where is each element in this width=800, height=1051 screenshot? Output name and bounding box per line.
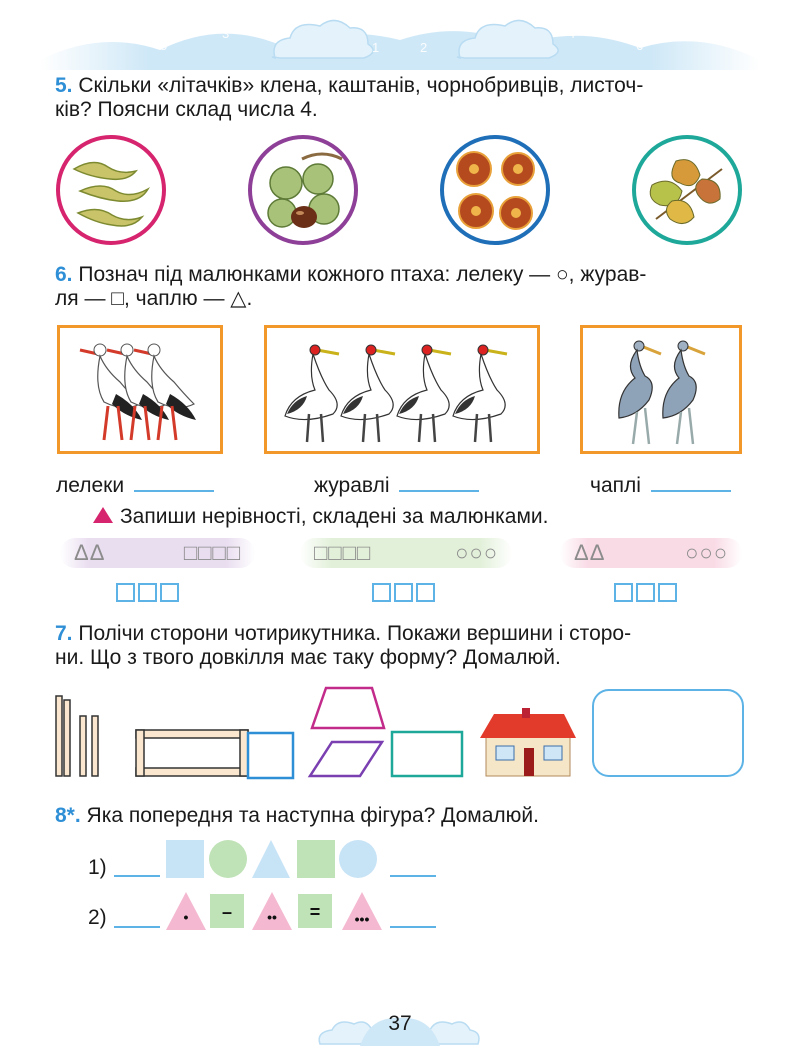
chestnuts-icon: [252, 139, 354, 241]
banner-number: 1: [372, 40, 380, 55]
oak-leaves-icon: [636, 139, 738, 241]
row1-previous-blank[interactable]: [114, 845, 160, 877]
banner-number: 4: [568, 26, 576, 41]
herons-picture: [580, 325, 742, 454]
row2-next-blank[interactable]: [390, 896, 436, 928]
crane-icon: [267, 328, 537, 451]
pill-left: □□□□: [314, 540, 372, 565]
storks-picture: [57, 325, 223, 454]
pill-right: ○○○: [685, 540, 728, 565]
stork-icon: [60, 328, 220, 451]
purple-parallelogram-icon: [310, 742, 382, 776]
task6-text: [55, 263, 745, 311]
task5-text: [55, 74, 745, 122]
row1-label: 1): [88, 856, 107, 879]
task7-number: 7.: [55, 622, 73, 645]
marigolds-icon: [444, 139, 546, 241]
task7-line1: Полічи сторони чотирикутника. Покажи вершини і сторо-: [72, 622, 632, 645]
task7-text: [55, 622, 745, 670]
sub-instruction-text: Запиши нерівності, складені за малюнками.: [120, 505, 549, 528]
marigolds-circle: [440, 135, 550, 245]
mark-three-dots: •••: [354, 911, 370, 927]
triangle-marker-icon: [92, 506, 114, 524]
banner-number: 0: [396, 24, 404, 39]
herons-label-row: [590, 472, 731, 498]
banner-number: 5: [160, 38, 168, 53]
chestnuts-circle: [248, 135, 358, 245]
row1-next-blank[interactable]: [390, 845, 436, 877]
row2-label: 2): [88, 906, 107, 929]
stick-frame-icon: [136, 730, 248, 776]
banner-number: 3: [222, 26, 230, 41]
storks-label: лелеки: [56, 474, 125, 497]
task8-line: Яка попередня та наступна фігура? Домалюй.: [80, 804, 539, 827]
task6-number: 6.: [55, 263, 73, 286]
house-icon: [480, 708, 576, 776]
pill-left: ΔΔ: [74, 540, 106, 565]
top-banner: [40, 10, 760, 70]
row1-sequence: [166, 838, 390, 880]
sub-instruction: [92, 505, 548, 529]
teal-rectangle-icon: [392, 732, 462, 776]
comparison-pill: [60, 538, 255, 568]
blue-square-icon: [248, 733, 293, 778]
task5-line1: Скільки «літачків» клена, каштанів, чорнобривців, листоч-: [72, 74, 644, 97]
mark-equals: =: [309, 902, 321, 922]
heron-icon: [583, 328, 739, 451]
light-blue-triangle-icon: [252, 840, 290, 878]
banner-number: 7: [110, 20, 118, 35]
task6-line1: Познач під малюнками кожного птаха: лелеку — ○, журав-: [72, 263, 647, 286]
task7-figures: [50, 680, 750, 780]
cranes-picture: [264, 325, 540, 454]
answer-boxes[interactable]: [614, 583, 677, 602]
page-number: 37: [388, 1012, 412, 1035]
light-blue-square-icon: [166, 840, 204, 878]
task8-number: 8*.: [55, 804, 81, 827]
comparison-pill: [300, 538, 512, 568]
cranes-answer-line[interactable]: [399, 472, 479, 492]
comparison-pill: [560, 538, 742, 568]
light-green-square-icon: [297, 840, 335, 878]
task6-line2: ля — □, чаплю — △.: [55, 287, 253, 310]
drawing-frame[interactable]: [593, 690, 743, 776]
maple-seeds-icon: [60, 139, 162, 241]
row2-sequence: [166, 888, 390, 932]
herons-answer-line[interactable]: [651, 472, 731, 492]
row2-previous-blank[interactable]: [114, 896, 160, 928]
answer-boxes[interactable]: [372, 583, 435, 602]
banner-number: 2: [420, 40, 428, 55]
herons-label: чаплі: [590, 474, 641, 497]
cranes-label: журавлі: [314, 474, 390, 497]
pink-trapezoid-icon: [312, 688, 384, 728]
task5-number: 5.: [55, 74, 73, 97]
task8-text: [55, 804, 745, 828]
pill-left: ΔΔ: [574, 540, 606, 565]
oak-leaves-circle: [632, 135, 742, 245]
sticks-icon: [56, 696, 98, 776]
banner-number: 8: [690, 26, 698, 41]
light-green-circle-icon: [209, 840, 247, 878]
mark-two-dots: ••: [267, 909, 277, 925]
task5-line2: ків? Поясни склад числа 4.: [55, 98, 318, 121]
storks-answer-line[interactable]: [134, 472, 214, 492]
mark-one-dot: •: [183, 909, 189, 925]
pill-right: □□□□: [183, 540, 241, 565]
task7-line2: ни. Що з твого довкілля має таку форму? Домалюй.: [55, 646, 561, 669]
answer-boxes[interactable]: [116, 583, 179, 602]
maple-seeds-circle: [56, 135, 166, 245]
banner-number: 6: [636, 38, 644, 53]
pill-right: ○○○: [455, 540, 498, 565]
mark-dash: –: [221, 902, 233, 922]
cranes-label-row: [314, 472, 479, 498]
storks-label-row: [56, 472, 214, 498]
light-blue-circle-icon: [339, 840, 377, 878]
